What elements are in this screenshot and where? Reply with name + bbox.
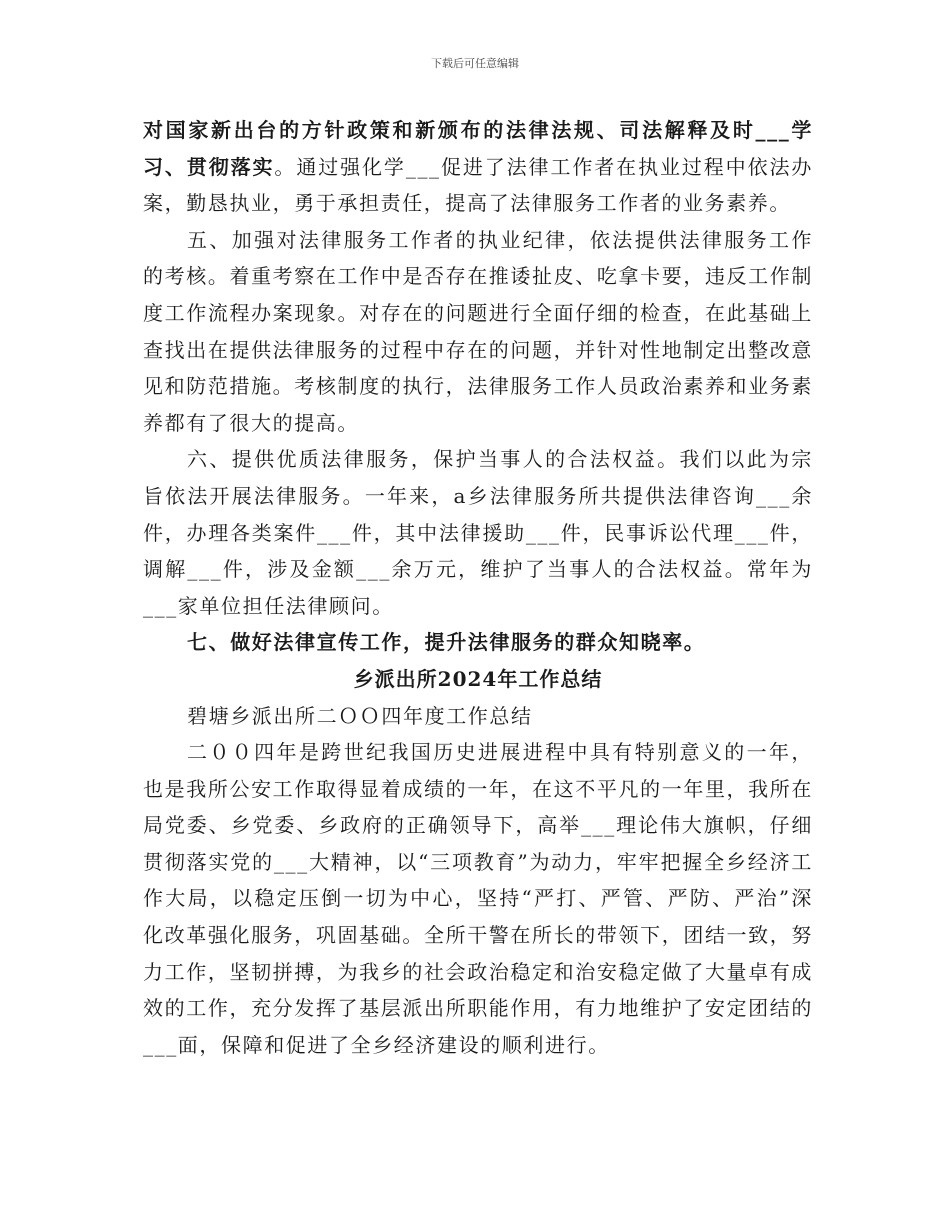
- paragraph-summary: 二００四年是跨世纪我国历史进展进程中具有特别意义的一年，也是我所公安工作取得显着成绩的一年，在这不平凡的一年里，我所在局党委、乡党委、乡政府的正确领导下，高举___理论伟大旗帜，仔细贯彻落实党的___大精神，以“三项教育”为动力，牢牢把握全乡经济工作大局，以稳定压倒一切为中心，坚持“严打、严管、严防、严治”深化改革强化服务，巩固基础。全所干警在所长的带领下，团结一致，努力工作，坚韧拼搏，为我乡的社会政治稳定和治安稳定做了大量卓有成效的工作，充分发挥了基层派出所职能作用，有力地维护了安定团结的___面，保障和促进了全乡经济建设的顺利进行。: [143, 740, 813, 1057]
- paragraph-1-bold-text: 对国家新出台的方针政策和新颁布的法律法规、司法解释及时___学习、贯彻落实: [143, 118, 813, 179]
- page-header: 下载后可任意编辑: [431, 57, 519, 70]
- section-title: 乡派出所2024年工作总结: [353, 666, 603, 691]
- paragraph-5-section: 五、加强对法律服务工作者的执业纪律，依法提供法律服务工作的考核。着重考察在工作中是否存在推诿扯皮、吃拿卡要，违反工作制度工作流程办案现象。对存在的问题进行全面仔细的检查，在此基础上查找出在提供法律服务的过程中存在的问题，并针对性地制定出整改意见和防范措施。考核制度的执行，法律服务工作人员政治素养和业务素养都有了很大的提高。: [143, 227, 813, 435]
- section-heading-7: 七、做好法律宣传工作，提升法律服务的群众知晓率。: [187, 630, 706, 655]
- paragraph-6-section: 六、提供优质法律服务，保护当事人的合法权益。我们以此为宗旨依法开展法律服务。一年来，a乡法律服务所共提供法律咨询___余件，办理各类案件___件，其中法律援助___件，民事诉讼代理___件，调解___件，涉及金额___余万元，维护了当事人的合法权益。常年为___家单位担任法律顾问。: [143, 447, 813, 618]
- paragraph-1-text: 。通过强化学___促进了法律工作者在执业过程中依法办案，勤恳执业，勇于承担责任，提高了法律服务工作者的业务素养。: [143, 154, 813, 216]
- document-body: [143, 112, 813, 1063]
- paragraph-1: [143, 112, 813, 222]
- report-subtitle: 碧塘乡派出所二ＯＯ四年度工作总结: [187, 703, 533, 728]
